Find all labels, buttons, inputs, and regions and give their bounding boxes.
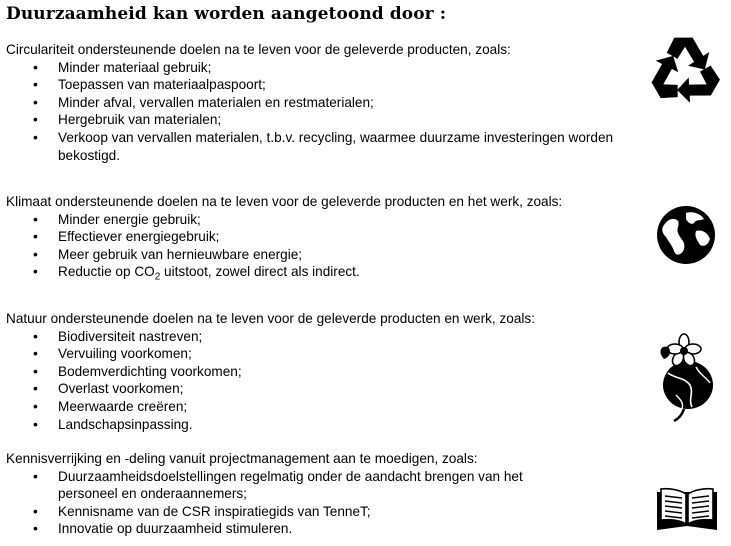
bullet-list — [6, 328, 616, 434]
list-item — [6, 520, 566, 538]
bullet-icon: • — [33, 327, 38, 344]
bullet-icon: • — [33, 210, 38, 227]
list-item — [6, 76, 616, 94]
list-item-text: Toepassen van materiaalpaspoort; — [58, 77, 266, 93]
list-item-text: Overlast voorkomen; — [58, 381, 184, 397]
bullet-list — [6, 468, 566, 538]
co2-subscript: 2 — [154, 272, 161, 284]
list-item-text: Kennisname van de CSR inspiratiegids van TenneT; — [58, 503, 371, 519]
list-item-text: Duurzaamheidsdoelstellingen regelmatig onder de aandacht brengen van het personeel en onderaannemers; — [58, 468, 523, 502]
co2-before: Reductie op CO — [58, 264, 155, 280]
bullet-icon: • — [33, 245, 38, 262]
list-item — [6, 503, 566, 521]
bullet-icon: • — [33, 345, 38, 362]
bullet-list — [6, 59, 616, 165]
list-item — [6, 129, 616, 164]
bullet-icon: • — [33, 502, 38, 519]
bullet-icon: • — [33, 397, 38, 414]
section-natuur — [6, 310, 616, 433]
bullet-icon: • — [33, 520, 38, 537]
section-intro: Klimaat ondersteunende doelen na te leven voor de geleverde producten en het werk, zoals: — [6, 194, 563, 209]
list-item-text: Meer gebruik van hernieuwbare energie; — [58, 246, 303, 262]
section-kennis — [6, 450, 566, 538]
bullet-icon: • — [33, 76, 38, 93]
list-item-text: Innovatie op duurzaamheid stimuleren. — [58, 521, 293, 537]
list-item-text: Minder energie gebruik; — [58, 211, 201, 227]
list-item — [6, 345, 616, 363]
globe-icon — [656, 205, 716, 265]
section-intro: Natuur ondersteunende doelen na te leven voor de geleverde producten en werk, zoals: — [6, 311, 536, 326]
bullet-icon: • — [33, 380, 38, 397]
bullet-icon: • — [33, 263, 38, 280]
bullet-icon: • — [33, 228, 38, 245]
list-item-text: Verkoop van vervallen materialen, t.b.v. recycling, waarmee duurzame investeringen worden bekostigd. — [58, 129, 614, 163]
list-item-text: Landschapsinpassing. — [58, 416, 193, 432]
list-item — [6, 211, 616, 229]
list-item — [6, 111, 616, 129]
bullet-icon: • — [33, 467, 38, 484]
recycle-icon — [644, 30, 726, 106]
section-circulariteit — [6, 41, 616, 164]
list-item — [6, 398, 616, 416]
bullet-icon: • — [33, 362, 38, 379]
list-item-text: Hergebruik van materialen; — [58, 112, 222, 128]
list-item-text: Biodiversiteit nastreven; — [58, 328, 203, 344]
section-intro: Kennisverrijking en -deling vanuit projectmanagement aan te moedigen, zoals: — [6, 451, 478, 466]
list-item — [6, 363, 616, 381]
section-klimaat — [6, 193, 616, 284]
bullet-icon: • — [33, 128, 38, 145]
bullet-icon: • — [33, 93, 38, 110]
list-item — [6, 468, 566, 503]
list-item-text: Minder afval, vervallen materialen en restmaterialen; — [58, 94, 374, 110]
co2-after: uitstoot, zowel direct als indirect. — [160, 264, 360, 280]
list-item — [6, 59, 616, 77]
list-item — [6, 328, 616, 346]
list-item — [6, 380, 616, 398]
list-item-text: Bodemverdichting voorkomen; — [58, 363, 242, 379]
list-item — [6, 94, 616, 112]
list-item-text: Minder materiaal gebruik; — [58, 59, 212, 75]
bullet-icon: • — [33, 111, 38, 128]
bullet-icon: • — [33, 58, 38, 75]
list-item — [6, 228, 616, 246]
bullet-list — [6, 210, 616, 284]
flower-globe-icon — [654, 333, 718, 423]
bullet-icon: • — [33, 415, 38, 432]
list-item — [6, 416, 616, 434]
list-item-text: Vervuiling voorkomen; — [58, 346, 192, 362]
open-book-icon — [656, 486, 718, 532]
list-item — [6, 263, 616, 284]
section-intro: Circulariteit ondersteunende doelen na te leven voor de geleverde producten, zoals: — [6, 42, 511, 57]
list-item-text: Meerwaarde creëren; — [58, 398, 188, 414]
page-title: Duurzaamheid kan worden aangetoond door : — [6, 4, 447, 24]
list-item — [6, 246, 616, 264]
list-item-text: Effectiever energiegebruik; — [58, 229, 220, 245]
